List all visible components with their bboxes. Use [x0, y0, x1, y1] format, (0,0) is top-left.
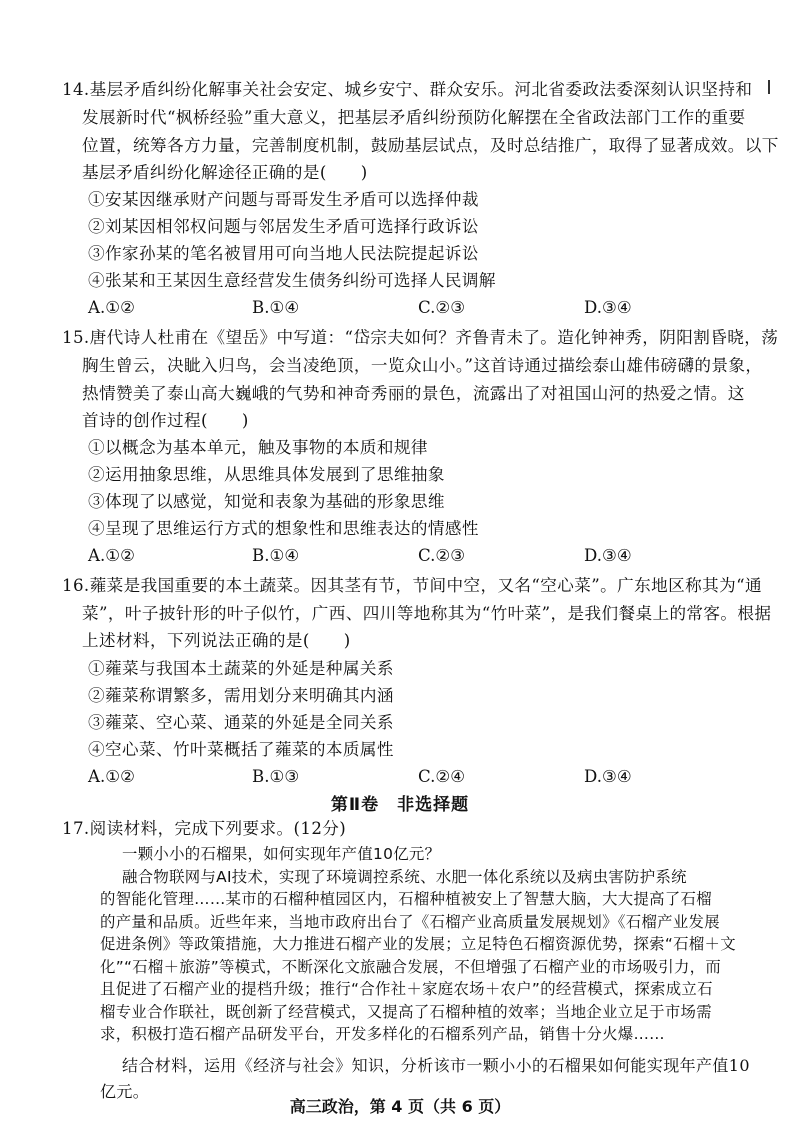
- q17-material-line-5: 促进条例》等政策措施，大力推进石榴产业的发展；立足特色石榴资源优势，探索“石榴＋文: [100, 935, 736, 953]
- q17-material-line-4: 的产量和品质。近些年来，当地市政府出台了《石榴产业高质量发展规划》《石榴产业发展: [100, 912, 720, 931]
- q17-material-line-6: 化”“石榴＋旅游”等模式，不断深化文旅融合发展，不但增强了石榴产业的市场吸引力，而: [100, 957, 722, 976]
- q17-material-line-8: 榴专业合作联社，既创新了经营模式，又提高了石榴种植的效率；当地企业立足于市场需: [100, 1002, 712, 1021]
- page-footer: 高三政治，第 4 页（共 6 页）: [289, 1097, 511, 1116]
- q14-option-2: ②刘某因相邻权问题与邻居发生矛盾可选择行政诉讼: [88, 217, 479, 236]
- q14-choice-a: A.①②: [88, 298, 136, 317]
- q14-stem-line-1: 14.基层矛盾纠纷化解事关社会安定、城乡安宁、群众安乐。河北省委政法委深刻认识坚持和: [62, 80, 753, 99]
- q14-option-1: ①安某因继承财产问题与哥哥发生矛盾可以选择仲裁: [88, 190, 479, 209]
- q14-option-3: ③作家孙某的笔名被冒用可向当地人民法院提起诉讼: [88, 244, 479, 263]
- q14-choice-c: C.②③: [418, 298, 466, 317]
- q15-choice-c: C.②③: [418, 546, 466, 565]
- q14-option-4: ④张某和王某因生意经营发生债务纠纷可选择人民调解: [88, 271, 496, 290]
- q16-choice-b: B.①③: [252, 767, 300, 786]
- q14-stem-line-2: 发展新时代“枫桥经验”重大意义，把基层矛盾纠纷预防化解摆在全省政法部门工作的重要: [82, 108, 746, 127]
- margin-mark: [768, 80, 770, 94]
- q15-option-1: ①以概念为基本单元，触及事物的本质和规律: [88, 438, 428, 457]
- q15-choice-b: B.①④: [252, 546, 300, 565]
- q16-option-2: ②蕹菜称谓繁多，需用划分来明确其内涵: [88, 686, 394, 705]
- q16-option-3: ③蕹菜、空心菜、通菜的外延是全同关系: [88, 713, 394, 732]
- q15-option-3: ③体现了以感觉，知觉和表象为基础的形象思维: [88, 492, 445, 511]
- q17-material-line-3: 的智能化管理……某市的石榴种植园区内，石榴种植被安上了智慧大脑，大大提高了石榴: [100, 890, 712, 908]
- q16-choice-c: C.②④: [418, 767, 466, 786]
- q15-stem-line-2: 胸生曾云，决眦入归鸟，会当凌绝顶，一览众山小。”这首诗通过描绘泰山雄伟磅礴的景象，: [82, 356, 763, 375]
- q15-stem-line-3: 热情赞美了泰山高大巍峨的气势和神奇秀丽的景色，流露出了对祖国山河的热爱之情。这: [82, 384, 745, 403]
- q16-stem-line-2: 菜”，叶子披针形的叶子似竹，广西、四川等地称其为“竹叶菜”，是我们餐桌上的常客。根据: [82, 604, 772, 623]
- q17-question-line-2: 亿元。: [100, 1081, 150, 1101]
- q16-stem-line-3: 上述材料，下列说法正确的是( ): [82, 631, 351, 650]
- q15-option-2: ②运用抽象思维，从思维具体发展到了思维抽象: [88, 465, 445, 484]
- q16-stem-line-1: 16.蕹菜是我国重要的本土蔬菜。因其茎有节，节间中空，又名“空心菜”。广东地区称其为“通: [62, 576, 762, 595]
- q17-material-line-2: 融合物联网与AI技术，实现了环境调控系统、水肥一体化系统以及病虫害防护系统: [122, 867, 687, 886]
- q17-material-line-7: 且促进了石榴产业的提档升级；推行“合作社＋家庭农场＋农户”的经营模式，探索成立石: [100, 980, 713, 998]
- q15-stem-line-4: 首诗的创作过程( ): [82, 411, 249, 430]
- q14-stem-line-4: 基层矛盾纠纷化解途径正确的是( ): [82, 163, 368, 182]
- q17-material-line-1: 一颗小小的石榴果，如何实现年产值10亿元？: [122, 845, 441, 863]
- q16-option-1: ①蕹菜与我国本土蔬菜的外延是种属关系: [88, 659, 394, 678]
- q14-choice-b: B.①④: [252, 298, 300, 317]
- q15-choice-d: D.③④: [584, 546, 632, 565]
- q17-header: 17.阅读材料，完成下列要求。(12分): [62, 819, 347, 838]
- q17-material-line-9: 求，积极打造石榴产品研发平台，开发多样化的石榴系列产品，销售十分火爆……: [100, 1025, 665, 1043]
- section-title: 第Ⅱ卷 非选择题: [330, 795, 470, 815]
- q14-choice-d: D.③④: [584, 298, 632, 317]
- q16-choice-a: A.①②: [88, 767, 136, 786]
- q14-stem-line-3: 位置，统筹各方力量，完善制度机制，鼓励基层试点，及时总结推广，取得了显著成效。以下: [82, 136, 779, 155]
- q15-choice-a: A.①②: [88, 546, 136, 565]
- q16-choice-d: D.③④: [584, 767, 632, 786]
- q15-option-4: ④呈现了思维运行方式的想象性和思维表达的情感性: [88, 519, 479, 538]
- q15-stem-line-1: 15.唐代诗人杜甫在《望岳》中写道：“岱宗夫如何？齐鲁青未了。造化钟神秀，阴阳割昏晓，荡: [62, 328, 779, 347]
- q17-question-line-1: 结合材料，运用《经济与社会》知识，分析该市一颗小小的石榴果如何能实现年产值10: [122, 1055, 750, 1075]
- q16-option-4: ④空心菜、竹叶菜概括了蕹菜的本质属性: [88, 740, 394, 759]
